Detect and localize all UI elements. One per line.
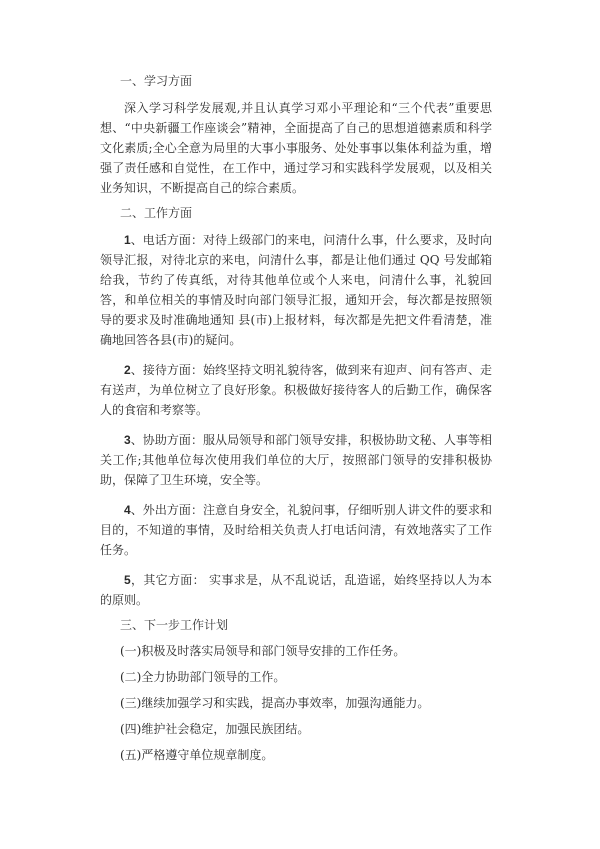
work-item-number: 2: [124, 363, 131, 377]
work-item-text: ，其它方面： 实事求是，从不乱说话，乱造谣，始终坚持以人为本的原则。: [100, 573, 492, 607]
work-item-text: 、协助方面：服从局领导和部门领导安排，积极协助文秘、人事等相关工作;其他单位每次使用我们单位的大厅，按照部门领导的安排积极协助，保障了卫生环境，安全等。: [100, 433, 492, 487]
work-item-reception: [100, 360, 492, 420]
plan-item: (五)严格遵守单位规章制度。: [120, 748, 274, 762]
section-1-heading: 一、学习方面: [120, 74, 193, 88]
plan-item: (三)继续加强学习和实践，提高办事效率，加强沟通能力。: [120, 696, 430, 710]
section-2-heading: 二、工作方面: [120, 206, 193, 220]
work-item-assist: [100, 430, 492, 490]
work-item-number: 4: [124, 503, 131, 517]
work-item-text: 、接待方面：始终坚持文明礼貌待客，做到来有迎声、问有答声、走有送声，为单位树立了良好形象。积极做好接待客人的后勤工作，确保客人的食宿和考察等。: [100, 363, 492, 417]
section-3-heading: 三、下一步工作计划: [120, 618, 229, 632]
work-item-number: 3: [124, 433, 131, 447]
work-item-text: 、电话方面：对待上级部门的来电，问清什么事，什么要求，及时向领导汇报，对待北京的来电，问清什么事，都是让他们通过 QQ 号发邮箱给我，节约了传真纸，对待其他单位或个人来电，问清什么事，礼貌回答，和单位相关的事情及时向部门领导汇报，通知开会，每次都是按照领导的要求及时准确地通知 县(市)上报材料，每次都是先把文件看清楚，准确地回答各县(市)的疑问。: [100, 233, 492, 347]
section-1-body: 深入学习科学发展观,并且认真学习邓小平理论和“三个代表”重要思想、“中央新疆工作座谈会”精神，全面提高了自己的思想道德素质和科学文化素质;全心全意为局里的大事小事服务、处处事事以集体利益为重，增强了责任感和自觉性，在工作中，通过学习和实践科学发展观，以及相关业务知识，不断提高自己的综合素质。: [100, 101, 492, 195]
work-item-number: 5: [124, 573, 131, 587]
work-item-number: 1: [124, 233, 131, 247]
work-item-text: 、外出方面：注意自身安全，礼貌问事，仔细听别人讲文件的要求和目的，不知道的事情，及时给相关负责人打电话问清，有效地落实了工作任务。: [100, 503, 492, 557]
plan-item: (一)积极及时落实局领导和部门领导安排的工作任务。: [120, 644, 406, 658]
plan-item: (二)全力协助部门领导的工作。: [120, 670, 286, 684]
work-item-outing: [100, 500, 492, 560]
work-item-other: [100, 570, 492, 610]
plan-item: (四)维护社会稳定，加强民族团结。: [120, 722, 310, 736]
work-item-phone: [100, 230, 492, 350]
